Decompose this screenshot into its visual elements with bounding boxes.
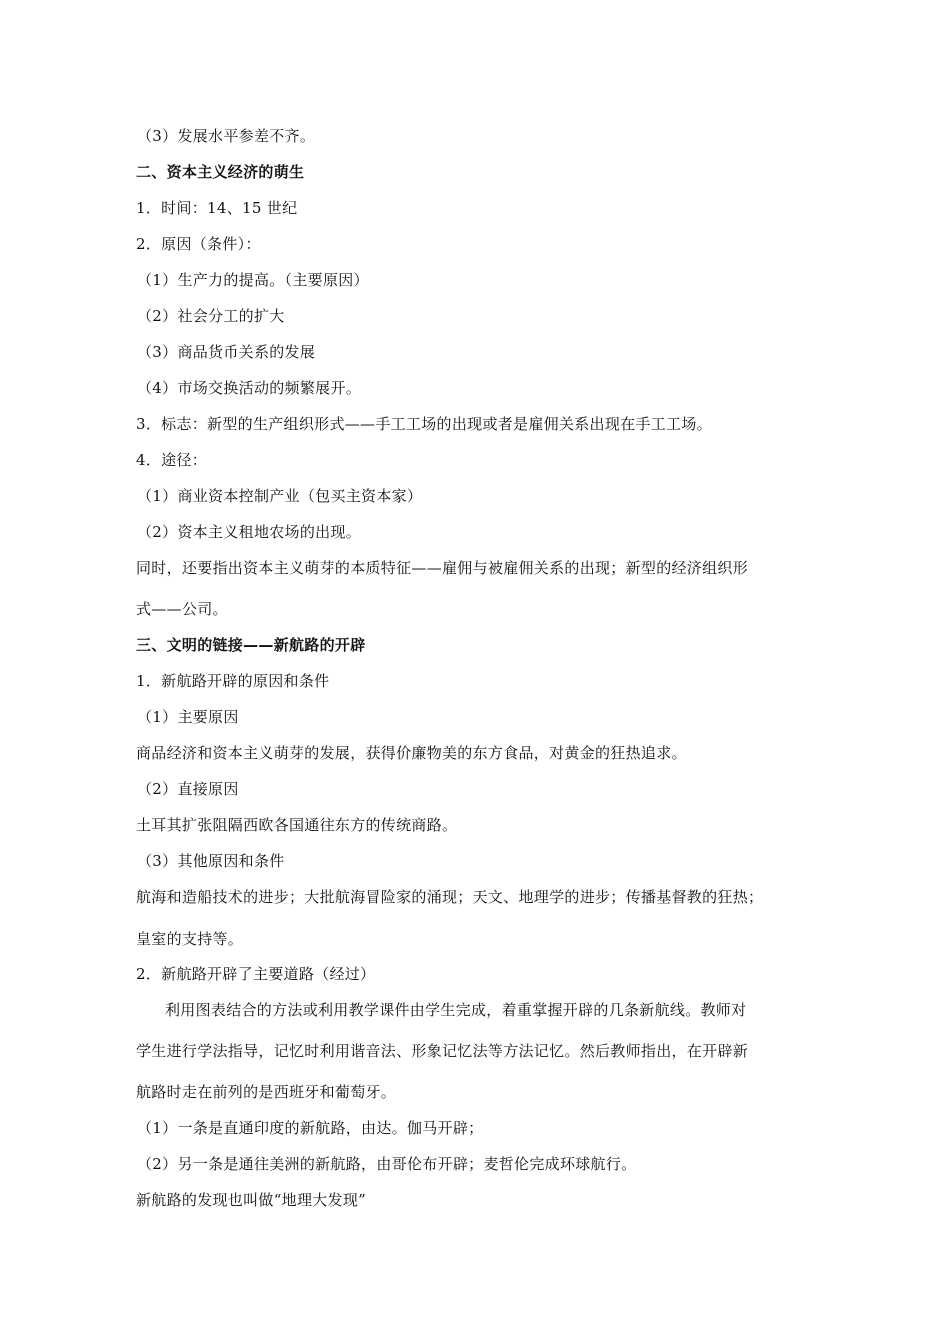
text-line: 皇室的支持等。	[136, 930, 244, 948]
text-line: 商品经济和资本主义萌芽的发展，获得价廉物美的东方食品，对黄金的狂热追求。	[136, 744, 687, 762]
text-line: 学生进行学法指导，记忆时利用谐音法、形象记忆法等方法记忆。然后教师指出，在开辟新	[136, 1042, 749, 1060]
text-line: （3）商品货币关系的发展	[137, 343, 316, 361]
text-line: （2）另一条是通往美洲的新航路，由哥伦布开辟；麦哲伦完成环球航行。	[137, 1155, 637, 1173]
text-line: （4）市场交换活动的频繁展开。	[137, 379, 362, 397]
text-line: 新航路的发现也叫做“地理大发现”	[136, 1191, 367, 1209]
text-line: （1）一条是直通印度的新航路，由达。伽马开辟；	[137, 1119, 484, 1137]
text-line: 4．途径：	[136, 451, 208, 469]
text-line: 式——公司。	[136, 600, 228, 618]
text-line: 航路时走在前列的是西班牙和葡萄牙。	[136, 1083, 397, 1101]
text-line: （1）商业资本控制产业（包买主资本家）	[137, 487, 423, 505]
text-line: 航海和造船技术的进步；大批航海冒险家的涌现；天文、地理学的进步；传播基督教的狂热；	[136, 888, 764, 906]
text-line: （2）直接原因	[137, 780, 239, 798]
text-line: 土耳其扩张阻隔西欧各国通往东方的传统商路。	[136, 816, 458, 834]
text-line: （2）社会分工的扩大	[137, 307, 285, 325]
text-line: 1．新航路开辟的原因和条件	[136, 672, 330, 690]
text-line: （3）其他原因和条件	[137, 852, 285, 870]
text-line: 2．新航路开辟了主要道路（经过）	[136, 965, 376, 983]
text-line: （1）主要原因	[137, 708, 239, 726]
section-heading: 二、资本主义经济的萌生	[136, 163, 305, 181]
section-heading: 三、文明的链接——新航路的开辟	[136, 636, 366, 654]
text-line: （3）发展水平参差不齐。	[137, 127, 316, 145]
text-line: 3．标志：新型的生产组织形式——手工工场的出现或者是雇佣关系出现在手工工场。	[136, 415, 712, 433]
text-line: （2）资本主义租地农场的出现。	[137, 523, 362, 541]
text-line: 1．时间：14、15 世纪	[136, 199, 298, 217]
text-line: 利用图表结合的方法或利用教学课件由学生完成，着重掌握开辟的几条新航线。教师对	[165, 1001, 747, 1019]
text-line: 2．原因（条件）：	[136, 235, 261, 253]
text-line: 同时，还要指出资本主义萌芽的本质特征——雇佣与被雇佣关系的出现；新型的经济组织形	[136, 559, 749, 577]
text-line: （1）生产力的提高。（主要原因）	[137, 271, 369, 289]
